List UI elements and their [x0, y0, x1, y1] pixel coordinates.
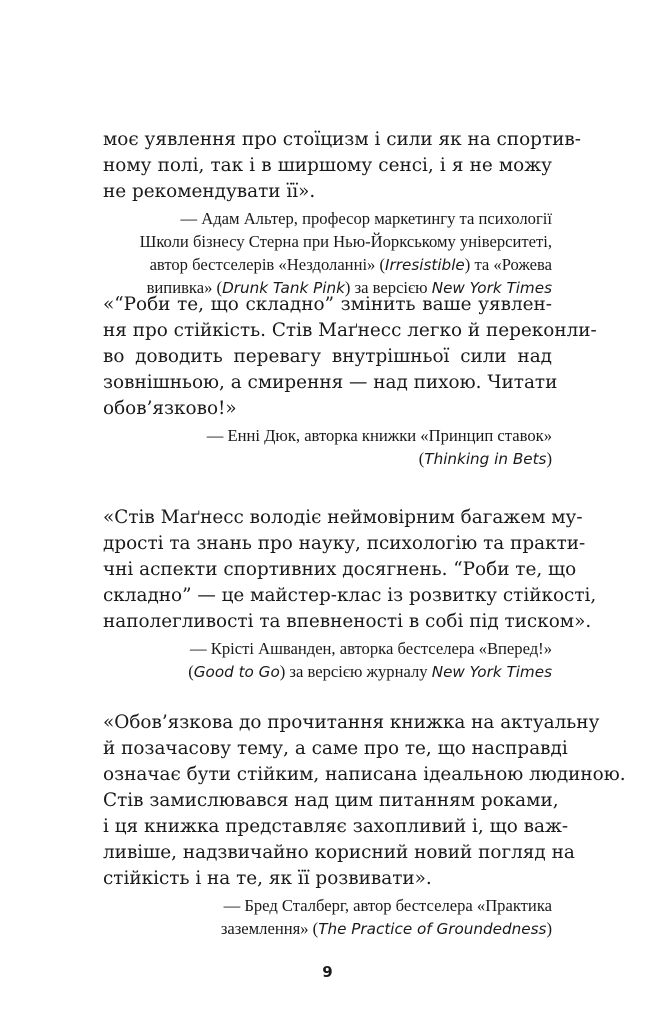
quote-block-1 [103, 127, 581, 299]
quote-line: зовнішньою, а смирення — над пихою. Читати [103, 372, 558, 393]
attribution-text: ( [418, 449, 425, 468]
quote-line: дрості та знань про науку, психологію та практи- [103, 533, 586, 554]
title-italic: New York Times [431, 663, 552, 681]
quote-block-4 [103, 710, 626, 940]
attribution [103, 637, 552, 683]
attribution-line [103, 637, 552, 660]
attribution [103, 894, 552, 940]
quote-line: моє уявлення про стоїцизм і сили як на спортив- [103, 129, 581, 150]
quote-line: наполегливості та впевненості в собі під тиском». [103, 611, 592, 632]
attribution-text: ) та «Рожева [464, 255, 552, 274]
attribution-text: ) за версією журналу [279, 662, 432, 681]
page-number: 9 [322, 963, 333, 981]
attribution-text: випивка» ( [146, 278, 223, 297]
attribution-text: заземлення» ( [220, 919, 319, 938]
quote-line: і ця книжка представляє захопливий і, що важ- [103, 816, 569, 837]
attribution-line [103, 894, 552, 917]
quote-text [103, 292, 597, 422]
quote-line: во доводить перевагу внутрішньої сили над [103, 346, 552, 367]
attribution-text: — Адам Альтер, професор маркетингу та психології [180, 209, 552, 228]
quote-line: стійкість і на те, як її розвивати». [103, 868, 432, 889]
quote-line: Стів замислювався над цим питанням роками, [103, 790, 559, 811]
title-italic: New York Times [431, 279, 552, 297]
attribution-text: ) за версією [344, 278, 432, 297]
quote-line: складно” — це майстер-клас із розвитку стійкості, [103, 585, 597, 606]
attribution-text: — Бред Сталберг, автор бестселера «Практика [223, 896, 552, 915]
quote-text [103, 127, 581, 205]
attribution-text: ) [546, 449, 552, 468]
attribution-text: ( [188, 662, 194, 681]
attribution-text: — Крісті Ашванден, авторка бестселера «Вперед!» [190, 639, 552, 658]
quote-line: «Стів Маґнесс володіє неймовірним багажем му- [103, 507, 583, 528]
quote-line: ному полі, так і в ширшому сенсі, і я не можу [103, 155, 552, 176]
quote-line: не рекомендувати її». [103, 181, 316, 202]
title-italic: Drunk Tank Pink [222, 279, 345, 297]
attribution-text: ) [546, 919, 552, 938]
title-italic: The Practice of Groundedness [318, 920, 547, 938]
quote-text [103, 710, 626, 892]
quote-line: обов’язково!» [103, 398, 237, 419]
quote-block-3 [103, 505, 597, 683]
quote-line: ня про стійкість. Стів Маґнесс легко й переконли- [103, 320, 597, 341]
attribution-text: Школи бізнесу Стерна при Нью-Йоркському університеті, [139, 232, 552, 251]
attribution-line [103, 207, 552, 230]
title-italic: Thinking in Bets [424, 450, 547, 468]
quote-line: чні аспекти спортивних досягнень. “Роби те, що [103, 559, 577, 580]
quote-text [103, 505, 597, 635]
attribution [103, 207, 552, 299]
quote-line: «Обов’язкова до прочитання книжка на актуальну [103, 712, 600, 733]
title-italic: Irresistible [385, 256, 465, 274]
attribution-line [103, 917, 552, 940]
attribution [103, 424, 552, 470]
title-italic: Good to Go [193, 663, 280, 681]
quote-line: означає бути стійким, написана ідеальною людиною. [103, 764, 626, 785]
attribution-line [103, 230, 552, 253]
attribution-line [103, 447, 552, 470]
attribution-text: — Енні Дюк, авторка книжки «Принцип ставок» [206, 426, 552, 445]
attribution-line [103, 660, 552, 683]
quote-block-2 [103, 292, 597, 470]
quote-line: й позачасову тему, а саме про те, що насправді [103, 738, 568, 759]
attribution-line [103, 424, 552, 447]
quote-line: «“Роби те, що складно” змінить ваше уявлен- [103, 294, 552, 315]
attribution-line [103, 253, 552, 276]
attribution-text: автор бестселерів «Нездоланні» ( [149, 255, 386, 274]
quote-line: ливіше, надзвичайно корисний новий погляд на [103, 842, 575, 863]
